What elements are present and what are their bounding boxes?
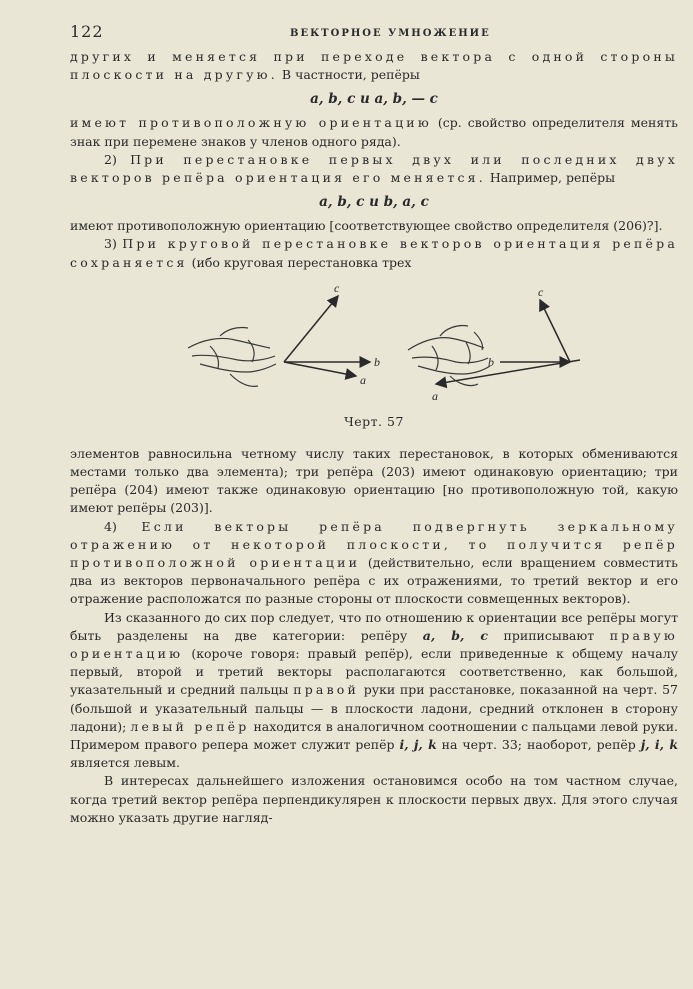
- formula-1: a, b, c и a, b, — c: [310, 91, 438, 108]
- spaced-text: правой: [293, 682, 360, 698]
- text-span: находится в аналогичном соотношении с пальцами левой руки. Примером правого репера может служит репёр: [70, 718, 678, 753]
- figure-57-drawing: [70, 276, 678, 404]
- right-label-a: a: [432, 388, 438, 403]
- text-span: (ибо круговая перестановка трех: [187, 254, 412, 270]
- running-title: ВЕКТОРНОЕ УМНОЖЕНИЕ: [290, 28, 491, 39]
- math-jik: j, i, k: [640, 737, 679, 753]
- paragraph-3: [70, 151, 678, 187]
- paragraph-6: элементов равносильна четному числу таких перестановок, в которых обмениваются местами только два элемента); три репёра (203) имеют одинаковую ориентацию; три репёра (204) имеют также одинаковую ориентацию [но противоположную той, какую имеют репёры (203)].: [70, 445, 678, 516]
- paragraph-2: [70, 114, 678, 150]
- formula-2: a, b, c и b, a, c: [319, 194, 429, 211]
- spaced-text: левый репёр: [130, 718, 250, 734]
- left-vector-triad: [284, 296, 370, 376]
- spaced-text: При круговой перестановке векторов ориентация репёра сохраняется: [70, 236, 678, 270]
- text-span: Например, репёры: [485, 170, 616, 186]
- paragraph-1: [70, 48, 678, 84]
- item-number: 3): [104, 236, 123, 252]
- book-page: [70, 22, 678, 972]
- text-span: Из сказанного до сих пор следует, что по отношению к ориентации все репёры могут быть разделены на две категории: репёру: [70, 609, 678, 643]
- paragraph-7: [70, 518, 678, 609]
- text-span: (ср. свойство определителя менять знак при перемене знаков у членов одного ряда).: [70, 115, 678, 149]
- text-span: руки при расстановке, показанной на черт. 57 (большой и указательный пальцы — в плоскости ладони, средний отклонен в сторону ладони);: [70, 682, 678, 734]
- left-hand-sketch: [188, 327, 276, 386]
- paragraph-5: [70, 235, 678, 271]
- left-label-b: b: [374, 354, 380, 369]
- math-ijk: i, j, k: [399, 737, 437, 753]
- math-abc: a, b, c: [422, 627, 488, 643]
- spaced-text: При перестановке первых двух или последних двух векторов репёра ориентация его меняется.: [70, 151, 678, 186]
- paragraph-9: В интересах дальнейшего изложения остановимся особо на том частном случае, когда третий вектор репёра перпендикулярен к плоскости первых двух. Для этого случая можно указать другие нагляд-: [70, 773, 678, 825]
- left-label-a: a: [360, 372, 366, 387]
- left-label-c: c: [334, 280, 340, 295]
- page-header: [70, 22, 678, 48]
- text-span: на черт. 33; наоборот, репёр: [436, 737, 641, 753]
- spaced-text: других и меняется при переходе вектора с одной стороны плоскости на другую.: [70, 49, 678, 83]
- text-span: (короче говоря: правый репёр), если приведенные к общему началу первый, второй и третий векторы располагаются соответственно, как большой, указательный и средний пальцы: [70, 646, 678, 698]
- item-number: 2): [104, 151, 131, 167]
- spaced-text: имеют противоположную ориентацию: [70, 115, 432, 131]
- text-span: В частности, репёры: [277, 67, 420, 83]
- right-label-c: c: [538, 284, 544, 299]
- spaced-text: правую ориентацию: [70, 627, 678, 662]
- paragraph-4: имеют противоположную ориентацию [соответствующее свойство определителя (206)?].: [70, 218, 663, 234]
- paragraph-8: [70, 609, 678, 773]
- page-number: 122: [70, 22, 104, 41]
- text-span: является левым.: [70, 755, 180, 771]
- right-label-b: b: [488, 354, 494, 369]
- text-span: (действительно, если вращением совместить два из векторов первоначального репёра с их отражениями, то третий вектор и его отражение расположатся по разные стороны от плоскости совмещенных векторов).: [70, 555, 678, 607]
- item-number: 4): [104, 518, 142, 534]
- text-span: приписывают: [487, 627, 610, 643]
- spaced-text: Если векторы репёра подвергнуть зеркальному отражению от некоторой плоскости, то получится репёр противоположной ориентации: [70, 518, 678, 571]
- right-vector-triad: [436, 300, 580, 384]
- figure-57: [70, 276, 678, 404]
- figure-caption: Черт. 57: [344, 413, 404, 429]
